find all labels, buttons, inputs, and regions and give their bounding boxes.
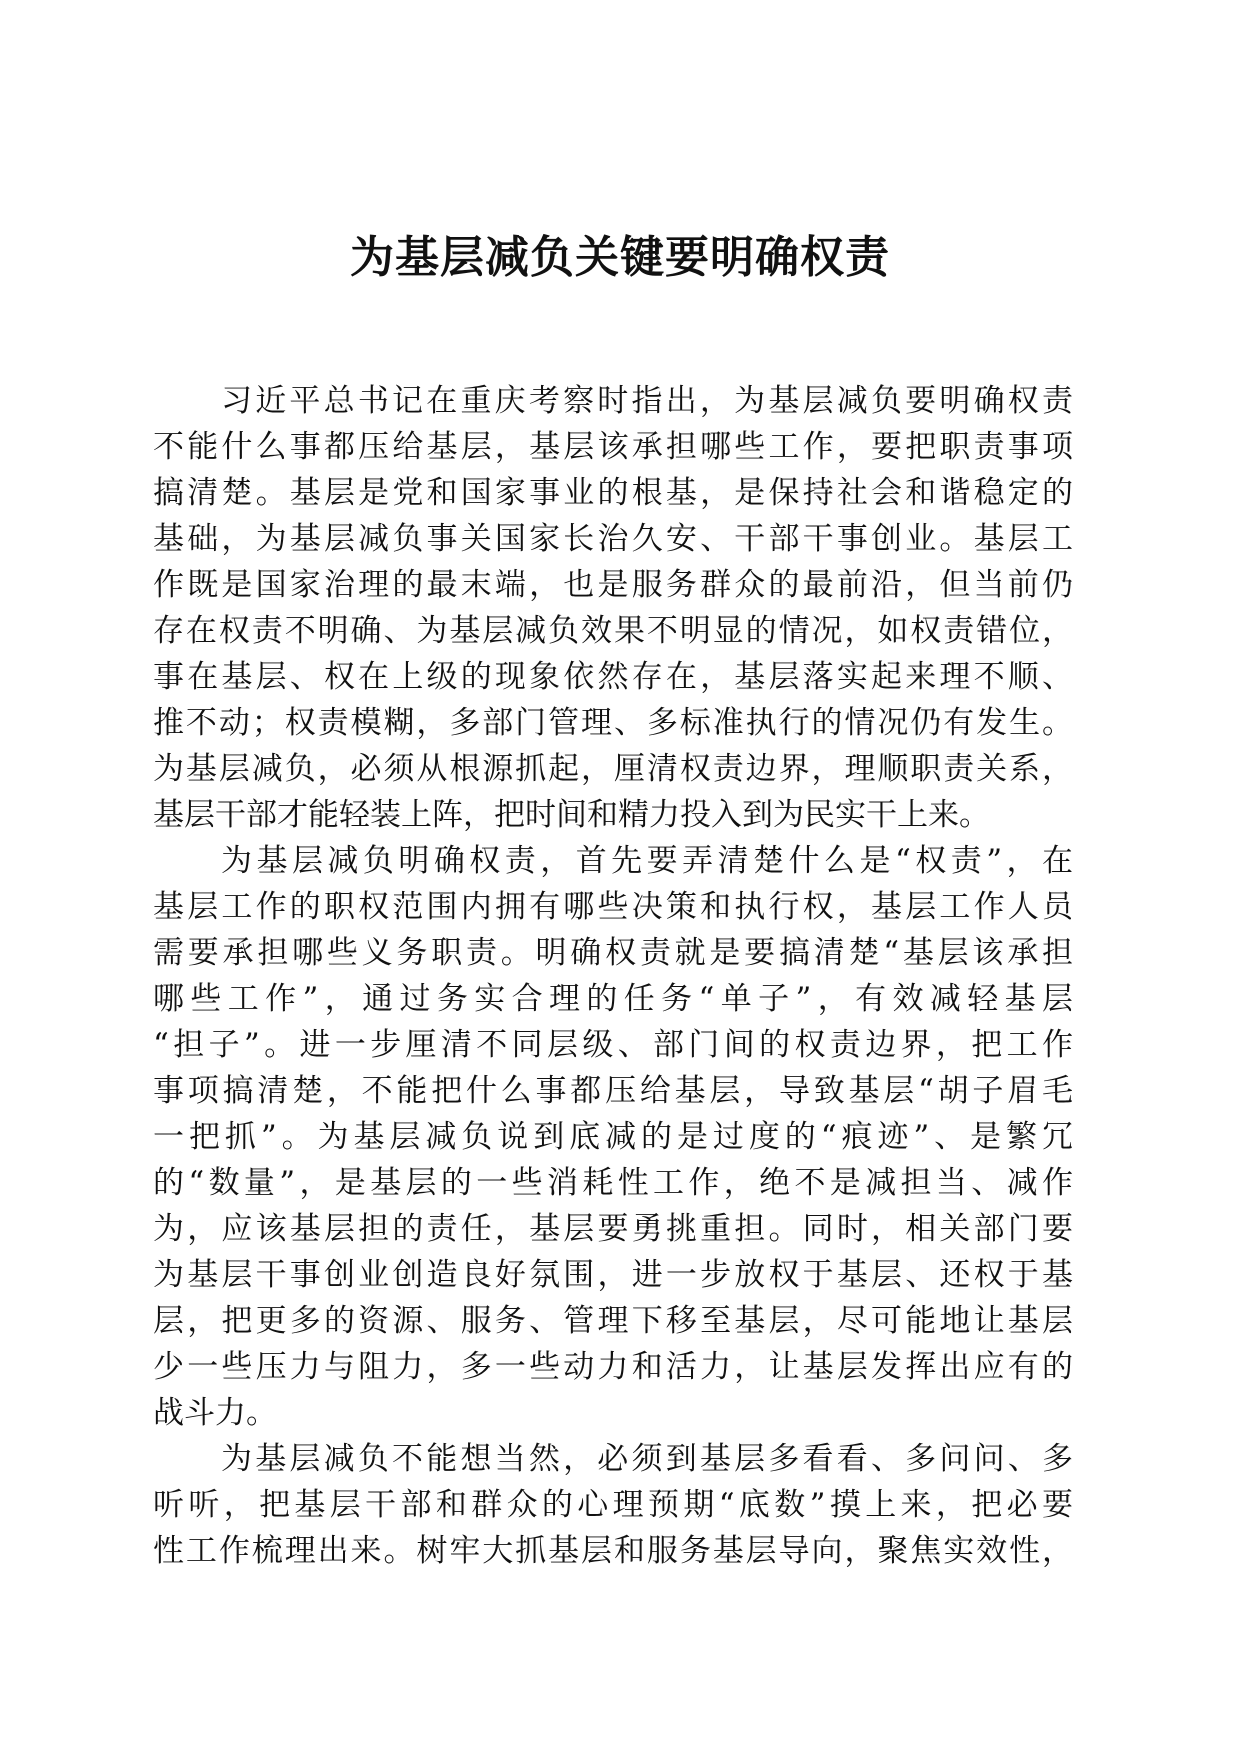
text-line: 性工作梳理出来。树牢大抓基层和服务基层导向，聚焦实效性， — [153, 1533, 1073, 1569]
text-line: 推不动；权责模糊，多部门管理、多标准执行的情况仍有发生。 — [153, 705, 1073, 741]
text-line: 听听，把基层干部和群众的心理预期“底数”摸上来，把必要 — [153, 1487, 1073, 1523]
text-line: 哪些工作”，通过务实合理的任务“单子”，有效减轻基层 — [153, 981, 1073, 1017]
text-line: 一把抓”。为基层减负说到底减的是过度的“痕迹”、是繁冗 — [153, 1119, 1073, 1155]
text-line: 为，应该基层担的责任，基层要勇挑重担。同时，相关部门要 — [153, 1211, 1073, 1247]
text-line: 事项搞清楚，不能把什么事都压给基层，导致基层“胡子眉毛 — [153, 1073, 1073, 1109]
text-line: 为基层减负明确权责，首先要弄清楚什么是“权责”，在 — [221, 843, 1073, 879]
text-line: 少一些压力与阻力，多一些动力和活力，让基层发挥出应有的 — [153, 1349, 1073, 1385]
text-line: 为基层减负不能想当然，必须到基层多看看、多问问、多 — [221, 1441, 1073, 1477]
text-line: 作既是国家治理的最末端，也是服务群众的最前沿，但当前仍 — [153, 567, 1073, 603]
text-line: 为基层减负，必须从根源抓起，厘清权责边界，理顺职责关系， — [153, 751, 1073, 787]
text-line: 的“数量”，是基层的一些消耗性工作，绝不是减担当、减作 — [153, 1165, 1073, 1201]
text-line: 基层干部才能轻装上阵，把时间和精力投入到为民实干上来。 — [153, 797, 990, 833]
text-line: 搞清楚。基层是党和国家事业的根基，是保持社会和谐稳定的 — [153, 475, 1073, 511]
text-line: “担子”。进一步厘清不同层级、部门间的权责边界，把工作 — [153, 1027, 1073, 1063]
text-line: 习近平总书记在重庆考察时指出，为基层减负要明确权责 — [221, 383, 1073, 419]
text-line: 基础，为基层减负事关国家长治久安、干部干事创业。基层工 — [153, 521, 1073, 557]
text-line: 为基层干事创业创造良好氛围，进一步放权于基层、还权于基 — [153, 1257, 1073, 1293]
text-line: 事在基层、权在上级的现象依然存在，基层落实起来理不顺、 — [153, 659, 1073, 695]
document-title: 为基层减负关键要明确权责 — [350, 232, 890, 283]
text-line: 基层工作的职权范围内拥有哪些决策和执行权，基层工作人员 — [153, 889, 1073, 925]
text-line: 需要承担哪些义务职责。明确权责就是要搞清楚“基层该承担 — [153, 935, 1073, 971]
article-body — [153, 378, 1073, 1574]
text-line: 层，把更多的资源、服务、管理下移至基层，尽可能地让基层 — [153, 1303, 1073, 1339]
text-line: 战斗力。 — [153, 1395, 277, 1431]
text-line: 不能什么事都压给基层，基层该承担哪些工作，要把职责事项 — [153, 429, 1073, 465]
text-line: 存在权责不明确、为基层减负效果不明显的情况，如权责错位， — [153, 613, 1073, 649]
